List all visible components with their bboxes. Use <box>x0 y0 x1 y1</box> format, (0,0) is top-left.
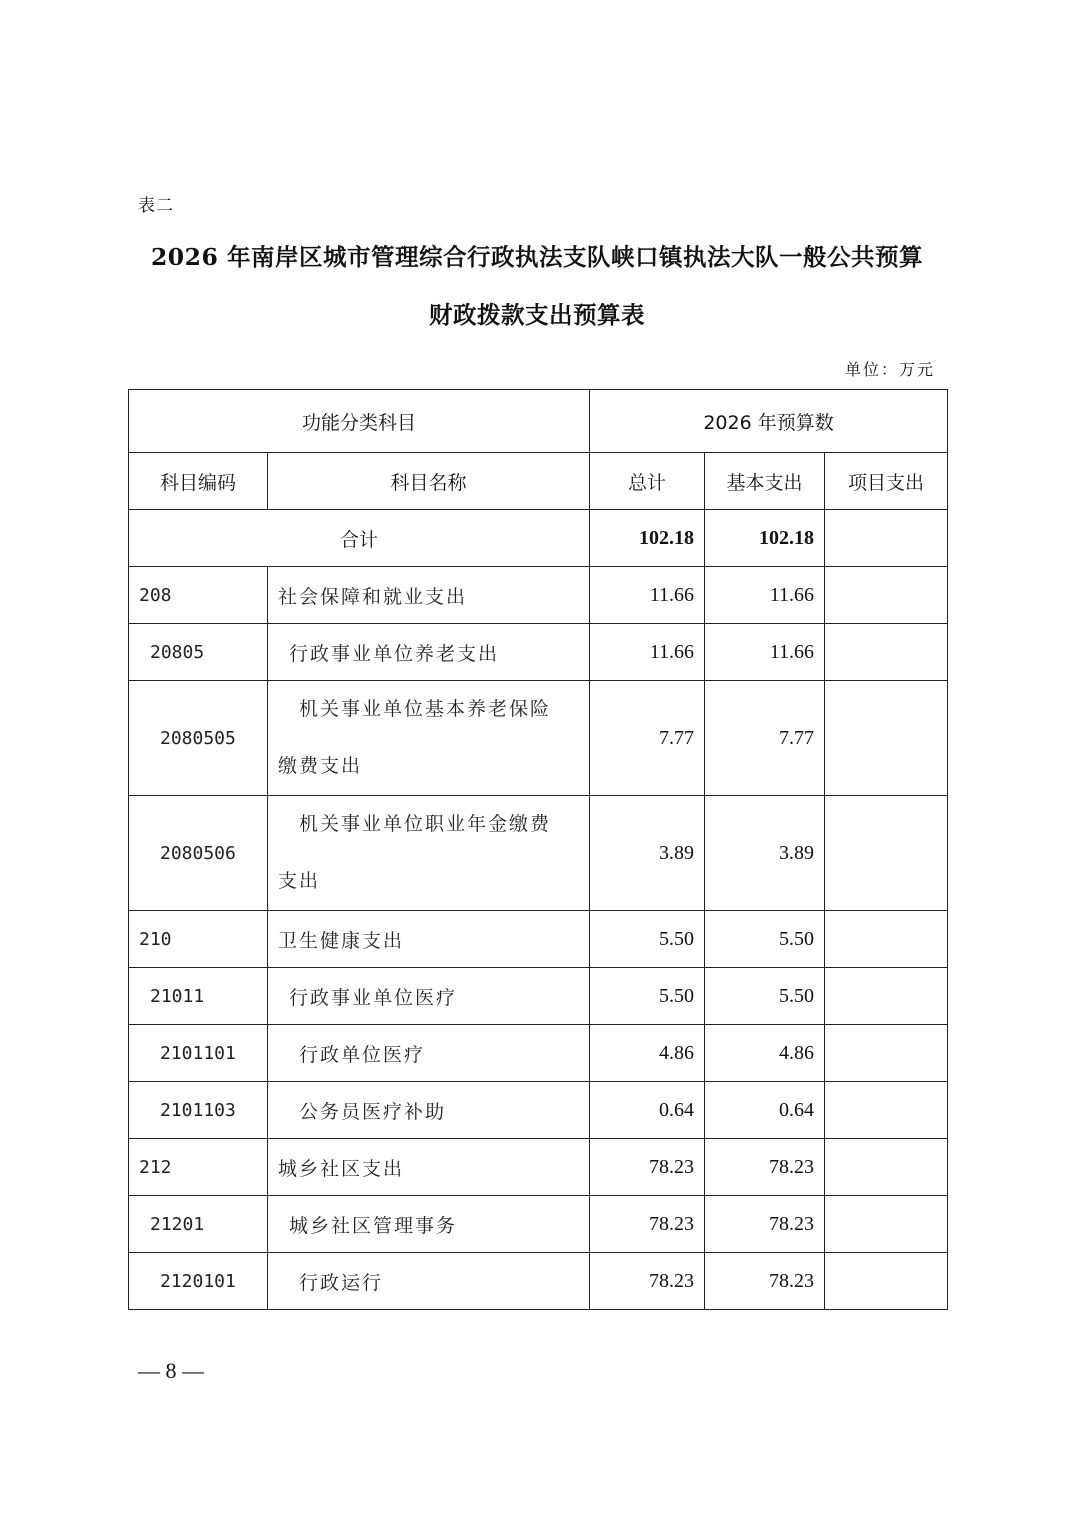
row-basic: 4.86 <box>705 1025 825 1082</box>
table-row <box>129 1253 948 1310</box>
table-row <box>129 1025 948 1082</box>
row-total: 0.64 <box>590 1082 705 1139</box>
row-code: 21201 <box>129 1196 268 1253</box>
unit-label: 单位：万元 <box>844 360 935 379</box>
row-basic: 11.66 <box>705 567 825 624</box>
row-name <box>268 681 590 796</box>
row-name-line-1: 机关事业单位职业年金缴费 <box>299 813 552 835</box>
row-basic: 5.50 <box>705 911 825 968</box>
header-functional-category: 功能分类科目 <box>129 390 590 453</box>
page-number: — 8 — <box>138 1358 204 1383</box>
table-row <box>129 681 948 796</box>
row-project <box>825 681 948 796</box>
row-basic: 78.23 <box>705 1139 825 1196</box>
row-basic: 5.50 <box>705 968 825 1025</box>
row-code: 210 <box>129 911 268 968</box>
totals-total: 102.18 <box>590 510 705 567</box>
budget-table <box>128 389 948 1310</box>
row-total: 78.23 <box>590 1196 705 1253</box>
row-basic: 0.64 <box>705 1082 825 1139</box>
row-project <box>825 968 948 1025</box>
row-code: 2101103 <box>129 1082 268 1139</box>
row-name: 城乡社区支出 <box>268 1139 590 1196</box>
row-name: 卫生健康支出 <box>268 911 590 968</box>
row-code: 21011 <box>129 968 268 1025</box>
header-row-1 <box>129 390 948 453</box>
row-name-line-2: 支出 <box>278 870 321 892</box>
totals-row <box>129 510 948 567</box>
table-row <box>129 911 948 968</box>
row-basic: 3.89 <box>705 796 825 911</box>
row-total: 5.50 <box>590 968 705 1025</box>
row-project <box>825 1025 948 1082</box>
row-total: 3.89 <box>590 796 705 911</box>
header-name: 科目名称 <box>268 453 590 510</box>
row-code: 20805 <box>129 624 268 681</box>
row-name: 行政事业单位医疗 <box>268 968 590 1025</box>
row-name-line-1: 机关事业单位基本养老保险 <box>299 698 552 720</box>
row-name: 行政事业单位养老支出 <box>268 624 590 681</box>
page-title-line-2: 财政拨款支出预算表 <box>429 301 645 329</box>
row-name: 城乡社区管理事务 <box>268 1196 590 1253</box>
row-project <box>825 911 948 968</box>
row-total: 11.66 <box>590 624 705 681</box>
table-row <box>129 796 948 911</box>
row-total: 5.50 <box>590 911 705 968</box>
row-project <box>825 1253 948 1310</box>
row-code: 2080505 <box>129 681 268 796</box>
header-basic: 基本支出 <box>705 453 825 510</box>
row-basic: 7.77 <box>705 681 825 796</box>
header-code: 科目编码 <box>129 453 268 510</box>
row-project <box>825 796 948 911</box>
row-code: 2120101 <box>129 1253 268 1310</box>
row-code: 2080506 <box>129 796 268 911</box>
row-code: 212 <box>129 1139 268 1196</box>
row-project <box>825 1139 948 1196</box>
table-row <box>129 968 948 1025</box>
row-name: 公务员医疗补助 <box>268 1082 590 1139</box>
row-project <box>825 1196 948 1253</box>
totals-label: 合计 <box>129 510 590 567</box>
row-name: 行政单位医疗 <box>268 1025 590 1082</box>
table-row <box>129 1139 948 1196</box>
row-total: 11.66 <box>590 567 705 624</box>
totals-project <box>825 510 948 567</box>
row-name: 行政运行 <box>268 1253 590 1310</box>
row-code: 2101101 <box>129 1025 268 1082</box>
table-row <box>129 1082 948 1139</box>
row-total: 7.77 <box>590 681 705 796</box>
header-total: 总计 <box>590 453 705 510</box>
header-budget-year: 2026 年预算数 <box>590 390 948 453</box>
header-row-2 <box>129 453 948 510</box>
row-total: 4.86 <box>590 1025 705 1082</box>
page-title-line-1: 2026 年南岸区城市管理综合行政执法支队峡口镇执法大队一般公共预算 <box>150 243 924 271</box>
row-name-line-2: 缴费支出 <box>278 755 363 777</box>
row-basic: 11.66 <box>705 624 825 681</box>
row-project <box>825 1082 948 1139</box>
table-row <box>129 624 948 681</box>
header-project: 项目支出 <box>825 453 948 510</box>
totals-basic: 102.18 <box>705 510 825 567</box>
table-row <box>129 567 948 624</box>
row-total: 78.23 <box>590 1253 705 1310</box>
row-code: 208 <box>129 567 268 624</box>
row-project <box>825 567 948 624</box>
row-name: 社会保障和就业支出 <box>268 567 590 624</box>
table-row <box>129 1196 948 1253</box>
row-basic: 78.23 <box>705 1253 825 1310</box>
row-basic: 78.23 <box>705 1196 825 1253</box>
row-name <box>268 796 590 911</box>
row-project <box>825 624 948 681</box>
table-label: 表二 <box>138 196 174 216</box>
row-total: 78.23 <box>590 1139 705 1196</box>
